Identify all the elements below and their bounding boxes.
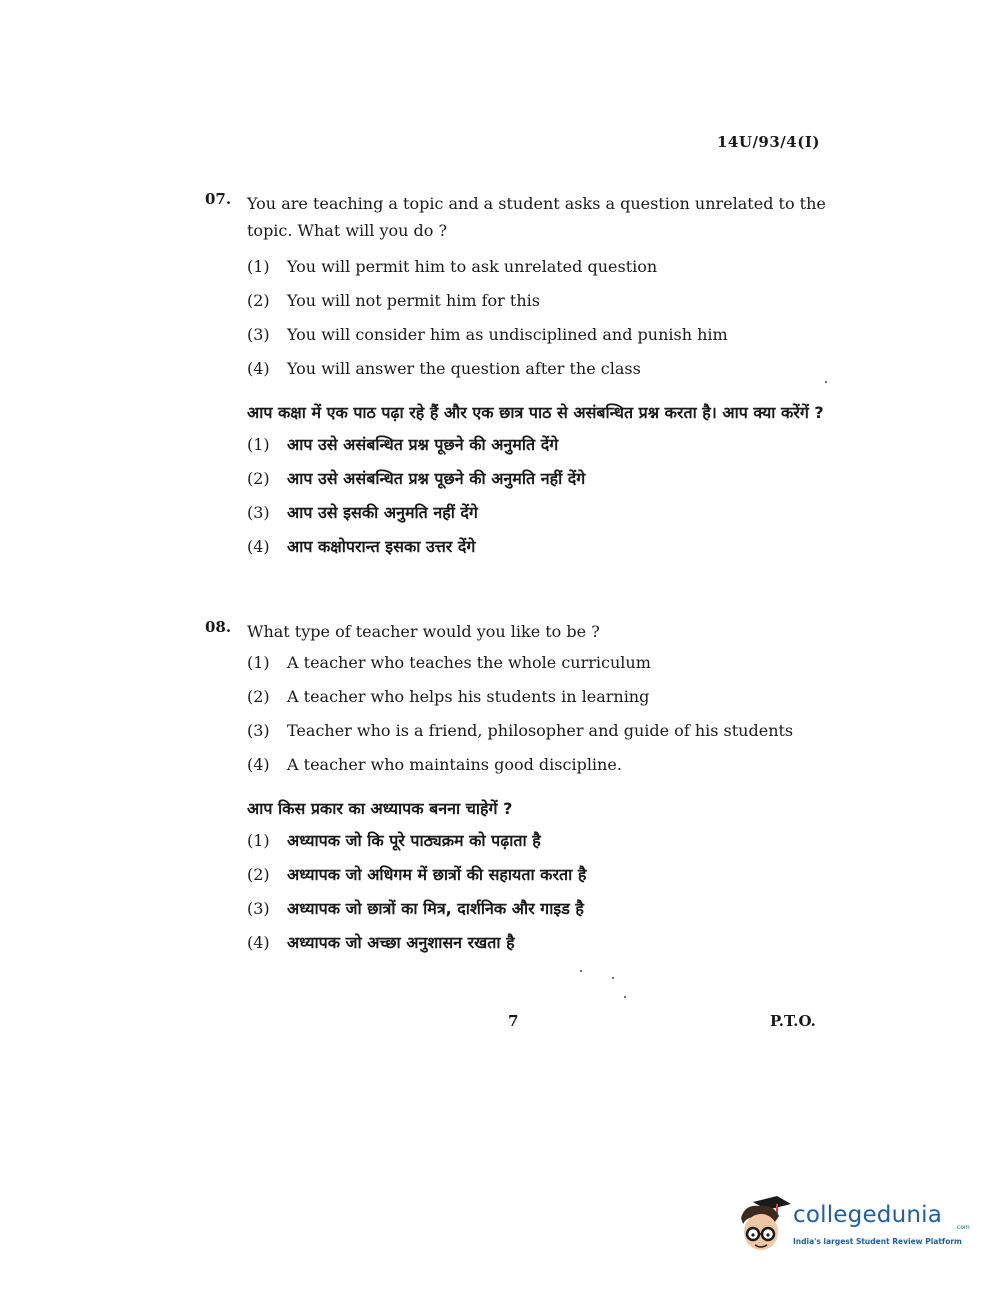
option-1 (247, 249, 845, 283)
option-4 (247, 351, 845, 385)
option-number: (1) (247, 256, 270, 276)
option-2 (247, 679, 845, 713)
option-text: आप कक्षोपरान्त इसका उत्तर देंगे (287, 537, 476, 556)
option-text: A teacher who teaches the whole curriculum (287, 652, 651, 672)
option-number: (1) (247, 830, 270, 850)
page-number: 7 (508, 1012, 519, 1030)
option-text: A teacher who maintains good discipline. (287, 754, 622, 774)
logo-wordmark: collegedunia (793, 1202, 943, 1228)
option-number: (3) (247, 324, 270, 344)
option-text: अध्यापक जो कि पूरे पाठ्यक्रम को पढ़ाता है (287, 831, 541, 850)
option-text: अध्यापक जो अधिगम में छात्रों की सहायता करता है (287, 865, 587, 884)
question-text: What type of teacher would you like to be ? (247, 622, 600, 641)
option-number: (3) (247, 502, 270, 522)
question-number: 07. (205, 190, 232, 208)
option-text: You will not permit him for this (287, 290, 540, 310)
student-mascot-icon (735, 1196, 791, 1256)
option-number: (2) (247, 290, 270, 310)
option-text: अध्यापक जो अच्छा अनुशासन रखता है (287, 933, 515, 952)
option-text: You will answer the question after the class (287, 358, 641, 378)
option-number: (2) (247, 686, 270, 706)
option-number: (4) (247, 932, 270, 952)
hindi-option-4 (247, 925, 845, 959)
option-number: (2) (247, 864, 270, 884)
option-3 (247, 317, 845, 351)
hindi-option-4 (247, 529, 845, 563)
option-2 (247, 283, 845, 317)
option-text: A teacher who helps his students in learning (287, 686, 650, 706)
question-07 (205, 190, 845, 563)
scan-speck (580, 970, 582, 972)
scan-speck (624, 996, 626, 998)
option-text: आप उसे इसकी अनुमति नहीं देंगे (287, 503, 478, 522)
option-number: (2) (247, 468, 270, 488)
question-number: 08. (205, 618, 232, 636)
options-english (247, 249, 845, 385)
hindi-translation (247, 795, 845, 959)
hindi-question-text: आप किस प्रकार का अध्यापक बनना चाहेगें ? (247, 799, 513, 818)
option-text: आप उसे असंबन्धित प्रश्न पूछने की अनुमति नहीं देंगे (287, 469, 586, 488)
scan-speck (612, 977, 614, 979)
logo-tagline: India's largest Student Review Platform (793, 1237, 962, 1246)
logo-domain: .com (955, 1224, 970, 1231)
hindi-option-2 (247, 461, 845, 495)
hindi-option-3 (247, 495, 845, 529)
option-number: (1) (247, 434, 270, 454)
option-text: अध्यापक जो छात्रों का मित्र, दार्शनिक और गाइड है (287, 899, 584, 918)
option-number: (4) (247, 536, 270, 556)
option-number: (3) (247, 898, 270, 918)
option-text: You will consider him as undisciplined and punish him (287, 324, 728, 344)
option-number: (4) (247, 754, 270, 774)
option-4 (247, 747, 845, 781)
option-text: You will permit him to ask unrelated question (287, 256, 658, 276)
option-number: (4) (247, 358, 270, 378)
scan-speck (825, 381, 827, 383)
option-number: (1) (247, 652, 270, 672)
pto-label: P.T.O. (770, 1012, 816, 1030)
question-text: You are teaching a topic and a student asks a question unrelated to the topic. What will you do ? (247, 194, 826, 240)
hindi-option-3 (247, 891, 845, 925)
option-3 (247, 713, 845, 747)
hindi-option-1 (247, 823, 845, 857)
paper-code: 14U/93/4(I) (717, 133, 820, 151)
question-08 (205, 618, 845, 959)
hindi-option-2 (247, 857, 845, 891)
option-text: Teacher who is a friend, philosopher and guide of his students (287, 720, 794, 740)
hindi-question-text: आप कक्षा में एक पाठ पढ़ा रहे हैं और एक छात्र पाठ से असंबन्धित प्रश्न करता है। आप क्या करेंगें ? (247, 403, 824, 422)
hindi-translation (247, 399, 845, 563)
options-english (247, 645, 845, 781)
hindi-option-1 (247, 427, 845, 461)
option-number: (3) (247, 720, 270, 740)
collegedunia-logo[interactable] (735, 1196, 970, 1256)
option-1 (247, 645, 845, 679)
option-text: आप उसे असंबन्धित प्रश्न पूछने की अनुमति देंगे (287, 435, 559, 454)
